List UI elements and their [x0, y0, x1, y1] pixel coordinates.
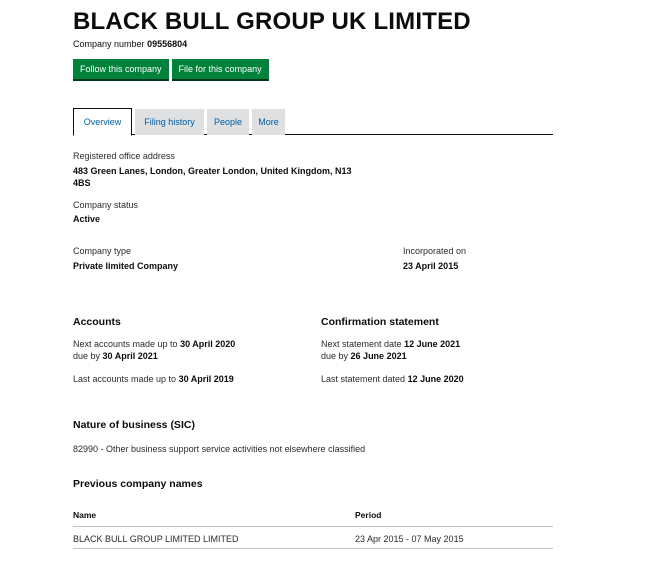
- previous-names-heading: Previous company names: [73, 478, 203, 490]
- table-header-row: [73, 505, 553, 527]
- tab-people[interactable]: People: [207, 109, 249, 135]
- accounts-last-date: 30 April 2019: [178, 374, 234, 384]
- sic-heading: Nature of business (SIC): [73, 419, 195, 431]
- accounts-next-date: 30 April 2020: [180, 339, 236, 349]
- registered-office-label: Registered office address: [73, 151, 175, 161]
- tab-more[interactable]: More: [252, 109, 285, 135]
- accounts-last-prefix: Last accounts made up to: [73, 374, 177, 384]
- confirmation-due-date: 26 June 2021: [350, 351, 407, 361]
- incorporated-value: 23 April 2015: [403, 261, 459, 271]
- previous-names-table: [73, 505, 553, 549]
- tab-overview[interactable]: Overview: [73, 108, 132, 136]
- sic-item: 82990 - Other business support service activities not elsewhere classified: [73, 444, 366, 454]
- company-number-label: Company number: [73, 39, 145, 49]
- company-status-value: Active: [73, 214, 101, 224]
- company-tabs: [73, 108, 553, 135]
- action-buttons: [73, 59, 269, 79]
- confirmation-last-prefix: Last statement dated: [321, 374, 406, 384]
- confirmation-next-prefix: Next statement date: [321, 339, 402, 349]
- table-row: [73, 527, 553, 549]
- column-header-name: Name: [73, 510, 97, 520]
- confirmation-due-prefix: due by: [321, 351, 349, 361]
- accounts-next-prefix: Next accounts made up to: [73, 339, 178, 349]
- previous-name-cell: BLACK BULL GROUP LIMITED LIMITED: [73, 534, 239, 544]
- confirmation-last-date: 12 June 2020: [407, 374, 464, 384]
- follow-company-button[interactable]: Follow this company: [73, 59, 169, 79]
- accounts-last: [73, 373, 234, 385]
- accounts-due-prefix: due by: [73, 351, 101, 361]
- company-type-label: Company type: [73, 246, 132, 256]
- tab-filing-history[interactable]: Filing history: [135, 109, 204, 135]
- confirmation-next-date: 12 June 2021: [404, 339, 461, 349]
- column-header-period: Period: [355, 510, 382, 520]
- company-type-value: Private limited Company: [73, 261, 179, 271]
- confirmation-next: [321, 338, 460, 350]
- accounts-next: [73, 338, 235, 350]
- incorporated-label: Incorporated on: [403, 246, 467, 256]
- company-status-label: Company status: [73, 200, 139, 210]
- file-for-company-button[interactable]: File for this company: [172, 59, 269, 79]
- accounts-due: [73, 350, 158, 362]
- company-number: [73, 39, 187, 49]
- accounts-due-date: 30 April 2021: [102, 351, 158, 361]
- confirmation-last: [321, 373, 464, 385]
- registered-office-line2: 4BS: [73, 178, 91, 188]
- confirmation-heading: Confirmation statement: [321, 316, 439, 328]
- previous-name-period-cell: 23 Apr 2015 - 07 May 2015: [355, 534, 464, 544]
- accounts-heading: Accounts: [73, 316, 121, 328]
- registered-office-line1: 483 Green Lanes, London, Greater London, United Kingdom, N13: [73, 166, 352, 176]
- company-number-value: 09556804: [147, 39, 188, 49]
- page-title: BLACK BULL GROUP UK LIMITED: [73, 8, 471, 35]
- confirmation-due: [321, 350, 407, 362]
